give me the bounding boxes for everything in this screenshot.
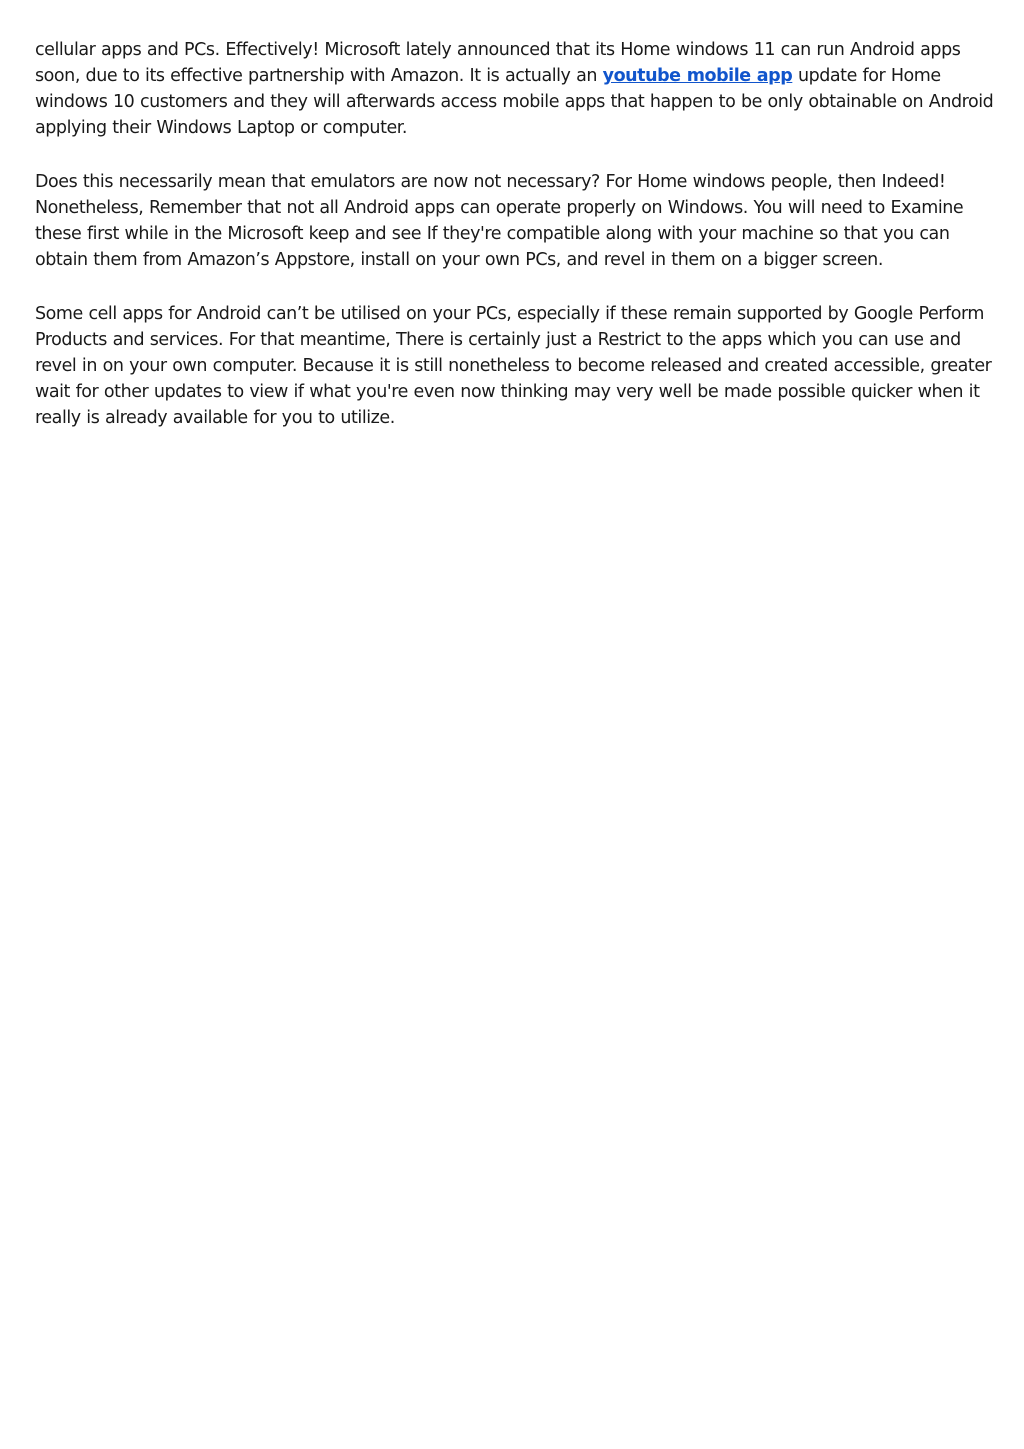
paragraph-intro-text-before: cellular apps and PCs. Effectively! Microsoft lately announced that its Home windows 11 can run Android apps soon, due to its effective partnership with Amazon. It is actually an — [35, 40, 961, 86]
youtube-mobile-app-link[interactable]: youtube mobile app — [602, 66, 793, 86]
paragraph-emulators: Does this necessarily mean that emulators are now not necessary? For Home windows people, then Indeed! Nonetheless, Remember that not all Android apps can operate properly on Windows. You will need to Examine these first while in the Microsoft keep and see If they're compatible along with your machine so that you can obtain them from Amazon’s Appstore, install on your own PCs, and revel in them on a bigger screen. — [35, 172, 964, 270]
paragraph-intro-text-after: update for Home windows 10 customers and they will afterwards access mobile apps that happen to be only obtainable on Android applying their Windows Laptop or computer. — [35, 66, 994, 138]
document-body — [35, 37, 995, 459]
paragraph-cell-apps: Some cell apps for Android can’t be utilised on your PCs, especially if these remain supported by Google Perform Products and services. For that meantime, There is certainly just a Restrict to the apps which you can use and revel in on your own computer. Because it is still nonetheless to become released and created accessible, greater wait for other updates to view if what you're even now thinking may very well be made possible quicker when it really is already available for you to utilize. — [35, 304, 992, 428]
paragraph-intro — [35, 37, 995, 141]
